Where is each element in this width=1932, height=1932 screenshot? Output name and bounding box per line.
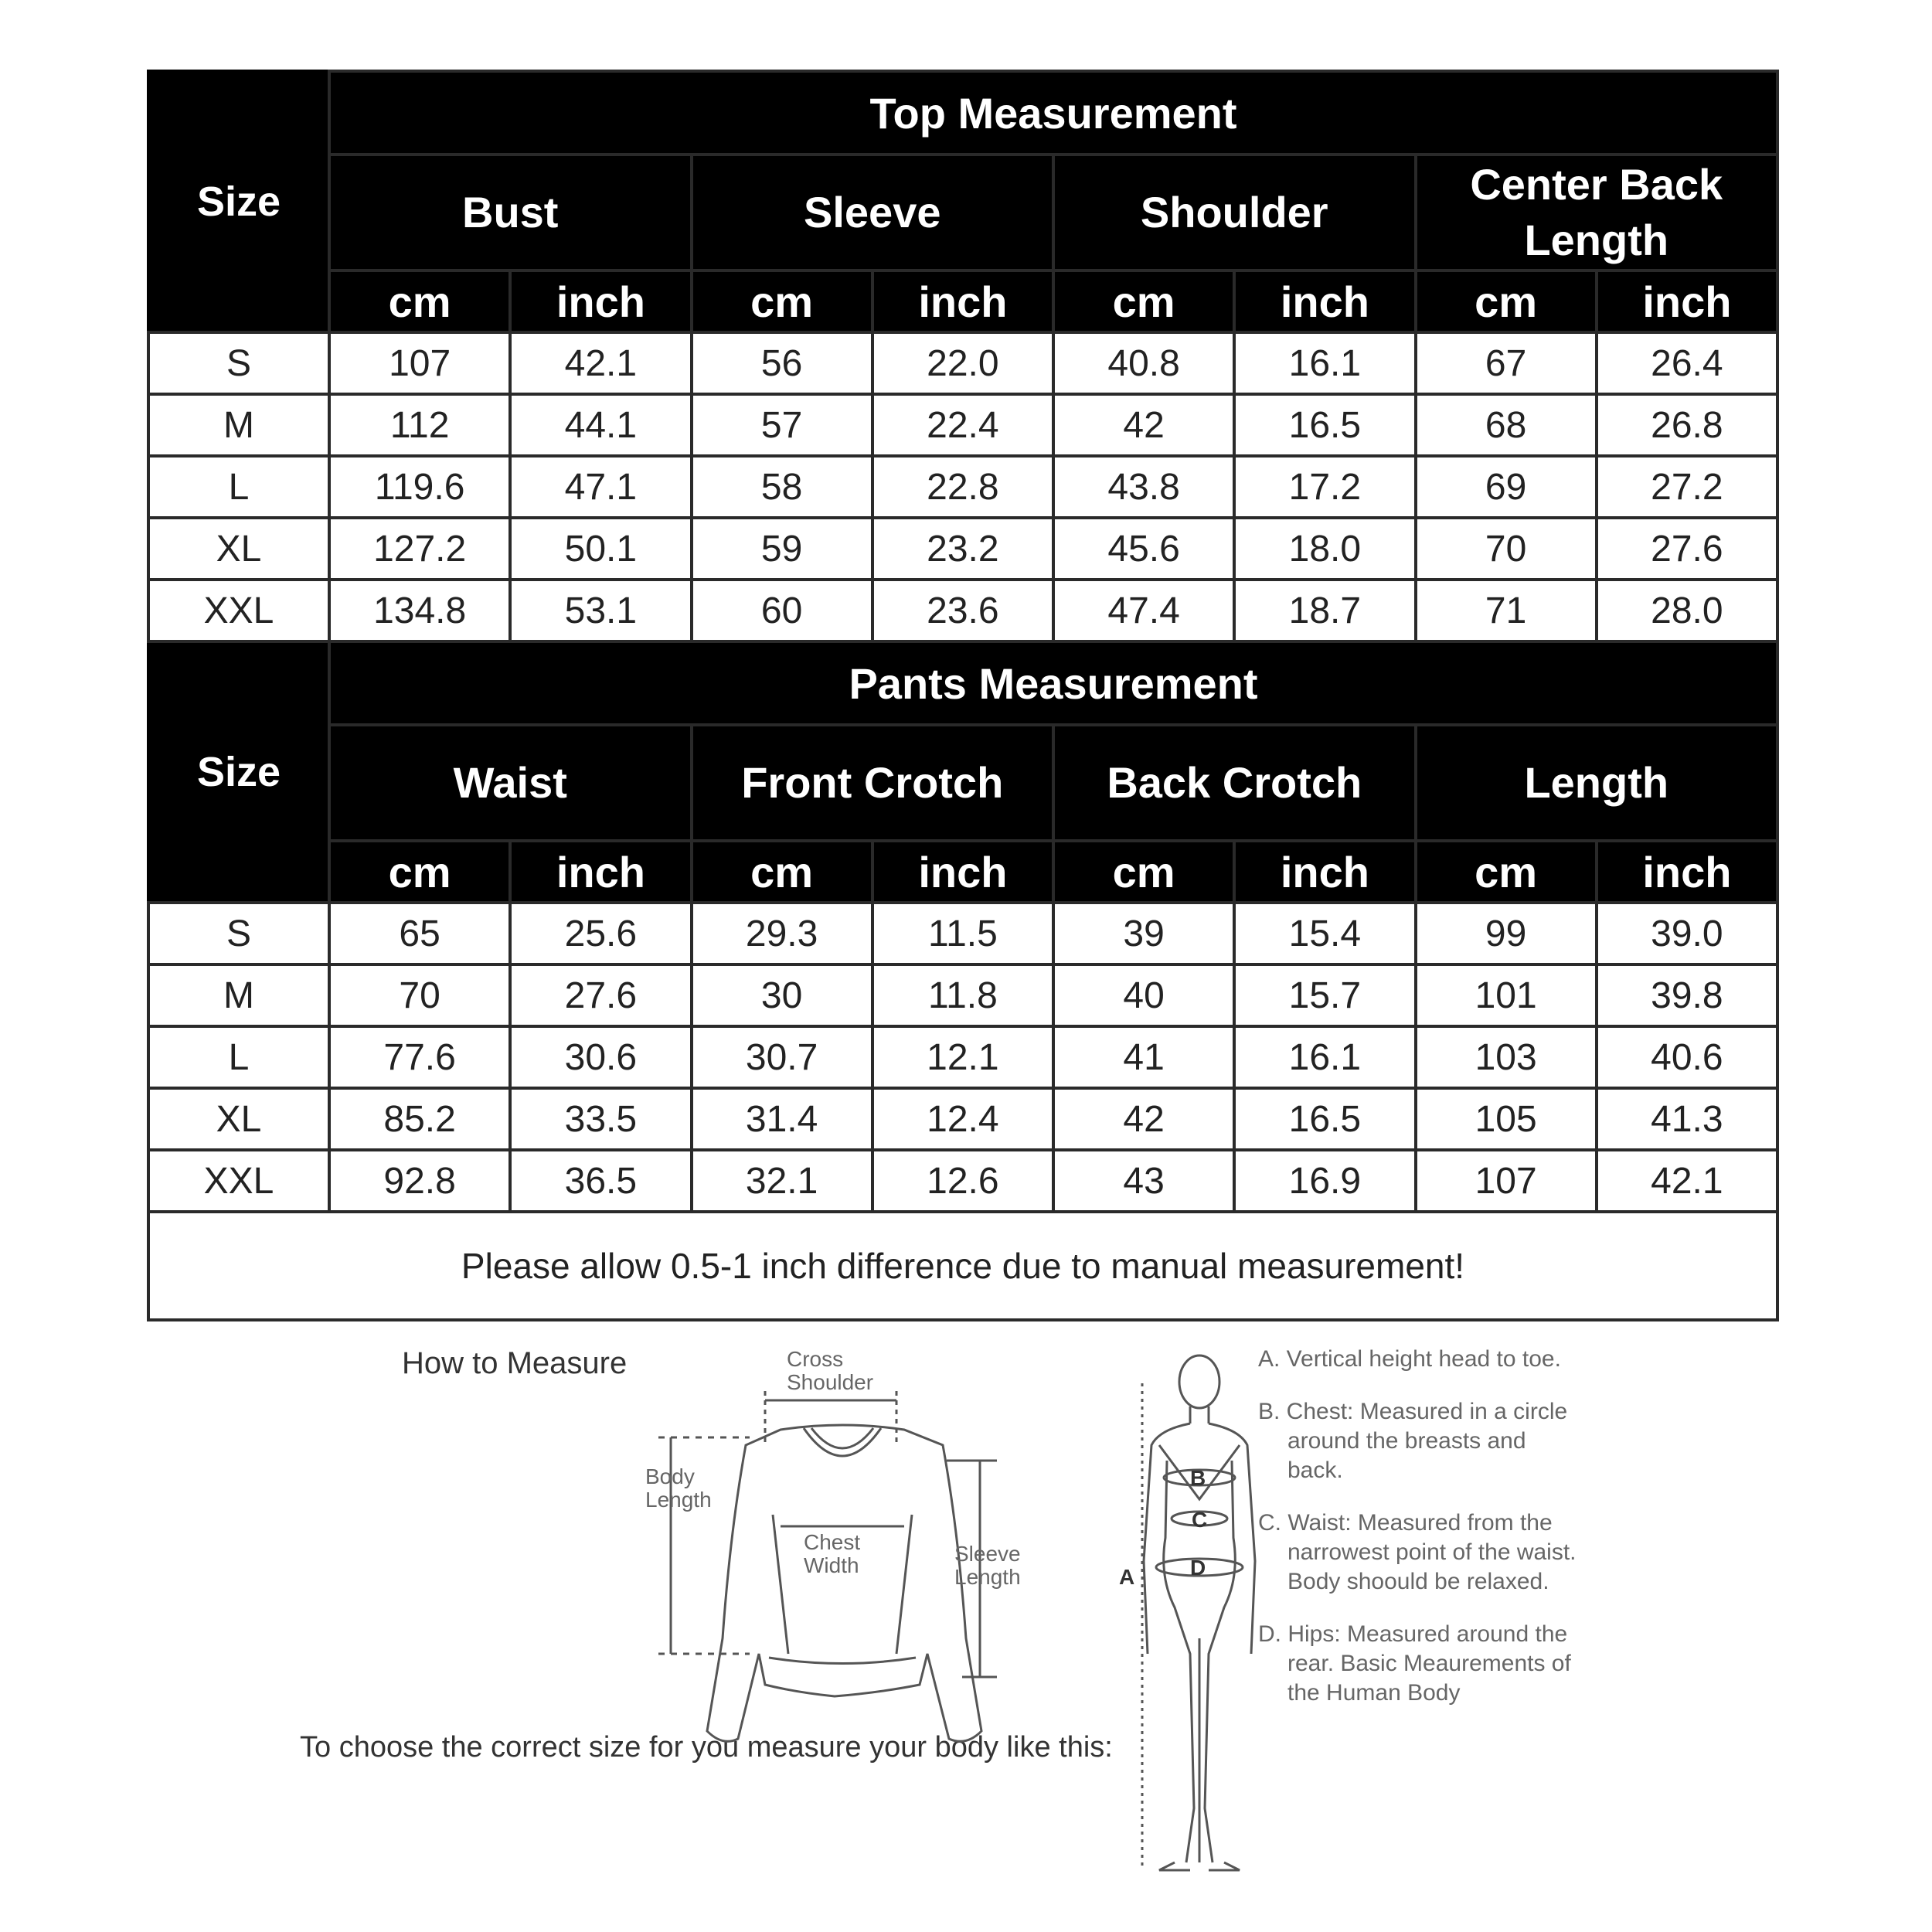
how-to-measure-title: How to Measure (402, 1346, 628, 1380)
pants-size-header: Size (148, 641, 329, 903)
value-cell: 31.4 (692, 1088, 872, 1150)
value-cell: 12.1 (872, 1026, 1053, 1088)
value-cell: 58 (692, 456, 872, 518)
value-cell: 127.2 (329, 518, 510, 580)
value-cell: 60 (692, 580, 872, 641)
cross-shoulder-label: Cross Shoulder (787, 1347, 874, 1394)
size-cell: XL (148, 1088, 329, 1150)
value-cell: 15.7 (1234, 964, 1415, 1026)
value-cell: 11.8 (872, 964, 1053, 1026)
value-cell: 39.0 (1597, 903, 1777, 964)
size-cell: M (148, 394, 329, 456)
value-cell: 134.8 (329, 580, 510, 641)
value-cell: 45.6 (1053, 518, 1234, 580)
top-unit-header: cm (1416, 270, 1597, 332)
table-row (148, 518, 1777, 580)
value-cell: 18.7 (1234, 580, 1415, 641)
pants-measure-row (148, 725, 1777, 841)
value-cell: 27.6 (510, 964, 691, 1026)
pants-unit-header: cm (1416, 841, 1597, 903)
value-cell: 26.8 (1597, 394, 1777, 456)
value-cell: 103 (1416, 1026, 1597, 1088)
value-cell: 16.1 (1234, 1026, 1415, 1088)
value-cell: 18.0 (1234, 518, 1415, 580)
size-cell: S (148, 903, 329, 964)
size-cell: M (148, 964, 329, 1026)
legend-item-b: B. Chest: Measured in a circle around the breasts and back. (1258, 1399, 1568, 1483)
value-cell: 29.3 (692, 903, 872, 964)
value-cell: 15.4 (1234, 903, 1415, 964)
pants-section-title: Pants Measurement (329, 641, 1777, 725)
pants-unit-header: inch (872, 841, 1053, 903)
value-cell: 41 (1053, 1026, 1234, 1088)
value-cell: 44.1 (510, 394, 691, 456)
pants-unit-header: inch (1234, 841, 1415, 903)
table-row (148, 1150, 1777, 1212)
value-cell: 12.6 (872, 1150, 1053, 1212)
pants-measure-header: Back Crotch (1053, 725, 1416, 841)
table-row (148, 1026, 1777, 1088)
value-cell: 32.1 (692, 1150, 872, 1212)
value-cell: 71 (1416, 580, 1597, 641)
top-measure-header: Shoulder (1053, 155, 1416, 270)
value-cell: 22.4 (872, 394, 1053, 456)
size-table (147, 70, 1779, 1321)
value-cell: 47.1 (510, 456, 691, 518)
value-cell: 33.5 (510, 1088, 691, 1150)
measurement-legend (1258, 1345, 1583, 1731)
value-cell: 43.8 (1053, 456, 1234, 518)
top-unit-header: inch (1597, 270, 1777, 332)
value-cell: 67 (1416, 332, 1597, 394)
pants-unit-header: inch (1597, 841, 1777, 903)
size-chart (147, 70, 1779, 1321)
legend-item-d: D. Hips: Measured around the rear. Basic Meaurements of the Human Body (1258, 1621, 1571, 1706)
table-row (148, 903, 1777, 964)
value-cell: 22.0 (872, 332, 1053, 394)
value-cell: 22.8 (872, 456, 1053, 518)
pants-measure-header: Length (1416, 725, 1778, 841)
measurement-diagrams (0, 1329, 1932, 1932)
value-cell: 16.5 (1234, 1088, 1415, 1150)
value-cell: 25.6 (510, 903, 691, 964)
value-cell: 41.3 (1597, 1088, 1777, 1150)
value-cell: 101 (1416, 964, 1597, 1026)
pants-unit-header: cm (329, 841, 510, 903)
value-cell: 99 (1416, 903, 1597, 964)
size-cell: L (148, 456, 329, 518)
value-cell: 85.2 (329, 1088, 510, 1150)
value-cell: 26.4 (1597, 332, 1777, 394)
body-marker-a: A (1119, 1565, 1135, 1589)
top-measure-header: Sleeve (692, 155, 1054, 270)
value-cell: 40.8 (1053, 332, 1234, 394)
size-cell: L (148, 1026, 329, 1088)
value-cell: 11.5 (872, 903, 1053, 964)
value-cell: 53.1 (510, 580, 691, 641)
measurement-note: Please allow 0.5-1 inch difference due to manual measurement! (148, 1212, 1777, 1320)
pants-unit-header: inch (510, 841, 691, 903)
table-row (148, 394, 1777, 456)
top-measure-header: Center Back Length (1416, 155, 1778, 270)
pants-measure-header: Waist (329, 725, 692, 841)
value-cell: 39.8 (1597, 964, 1777, 1026)
value-cell: 12.4 (872, 1088, 1053, 1150)
value-cell: 43 (1053, 1150, 1234, 1212)
value-cell: 42.1 (1597, 1150, 1777, 1212)
value-cell: 65 (329, 903, 510, 964)
pants-unit-header: cm (1053, 841, 1234, 903)
value-cell: 42 (1053, 394, 1234, 456)
top-unit-header: cm (1053, 270, 1234, 332)
value-cell: 70 (329, 964, 510, 1026)
pants-unit-row (148, 841, 1777, 903)
value-cell: 56 (692, 332, 872, 394)
table-row (148, 580, 1777, 641)
top-measure-header: Bust (329, 155, 692, 270)
value-cell: 77.6 (329, 1026, 510, 1088)
body-marker-b: B (1190, 1466, 1206, 1490)
pants-measure-header: Front Crotch (692, 725, 1054, 841)
how-to-measure-section (0, 1329, 1932, 1932)
value-cell: 119.6 (329, 456, 510, 518)
value-cell: 50.1 (510, 518, 691, 580)
value-cell: 27.6 (1597, 518, 1777, 580)
value-cell: 23.6 (872, 580, 1053, 641)
top-section-title: Top Measurement (329, 71, 1777, 155)
value-cell: 36.5 (510, 1150, 691, 1212)
value-cell: 69 (1416, 456, 1597, 518)
size-cell: XL (148, 518, 329, 580)
top-unit-header: cm (692, 270, 872, 332)
value-cell: 16.1 (1234, 332, 1415, 394)
table-row (148, 964, 1777, 1026)
table-row (148, 1088, 1777, 1150)
pants-title-row (148, 641, 1777, 725)
value-cell: 57 (692, 394, 872, 456)
value-cell: 105 (1416, 1088, 1597, 1150)
sleeve-length-label: Sleeve Length (954, 1542, 1021, 1589)
top-unit-header: inch (1234, 270, 1415, 332)
body-marker-c: C (1192, 1508, 1208, 1532)
top-size-header: Size (148, 71, 329, 332)
chest-width-label: Chest Width (804, 1530, 861, 1577)
value-cell: 107 (329, 332, 510, 394)
pants-unit-header: cm (692, 841, 872, 903)
value-cell: 47.4 (1053, 580, 1234, 641)
note-row (148, 1212, 1777, 1320)
size-cell: S (148, 332, 329, 394)
size-cell: XXL (148, 1150, 329, 1212)
value-cell: 42 (1053, 1088, 1234, 1150)
value-cell: 39 (1053, 903, 1234, 964)
top-title-row (148, 71, 1777, 155)
table-row (148, 456, 1777, 518)
value-cell: 17.2 (1234, 456, 1415, 518)
body-figure (1142, 1355, 1255, 1870)
top-unit-header: inch (510, 270, 691, 332)
table-row (148, 332, 1777, 394)
value-cell: 40 (1053, 964, 1234, 1026)
value-cell: 16.9 (1234, 1150, 1415, 1212)
top-unit-header: cm (329, 270, 510, 332)
legend-item-c: C. Waist: Measured from the narrowest point of the waist. Body shoould be relaxed. (1258, 1510, 1577, 1594)
value-cell: 30.6 (510, 1026, 691, 1088)
value-cell: 92.8 (329, 1150, 510, 1212)
choose-size-instruction: To choose the correct size for you measure your body like this: (300, 1731, 1113, 1764)
value-cell: 112 (329, 394, 510, 456)
body-length-label: Body Length (645, 1464, 712, 1512)
value-cell: 27.2 (1597, 456, 1777, 518)
value-cell: 68 (1416, 394, 1597, 456)
body-marker-d: D (1190, 1556, 1206, 1580)
size-cell: XXL (148, 580, 329, 641)
value-cell: 16.5 (1234, 394, 1415, 456)
value-cell: 30 (692, 964, 872, 1026)
top-measure-row (148, 155, 1777, 270)
value-cell: 59 (692, 518, 872, 580)
value-cell: 30.7 (692, 1026, 872, 1088)
value-cell: 42.1 (510, 332, 691, 394)
value-cell: 70 (1416, 518, 1597, 580)
legend-item-a: A. Vertical height head to toe. (1258, 1346, 1561, 1372)
value-cell: 107 (1416, 1150, 1597, 1212)
value-cell: 28.0 (1597, 580, 1777, 641)
top-unit-row (148, 270, 1777, 332)
top-unit-header: inch (872, 270, 1053, 332)
value-cell: 40.6 (1597, 1026, 1777, 1088)
value-cell: 23.2 (872, 518, 1053, 580)
